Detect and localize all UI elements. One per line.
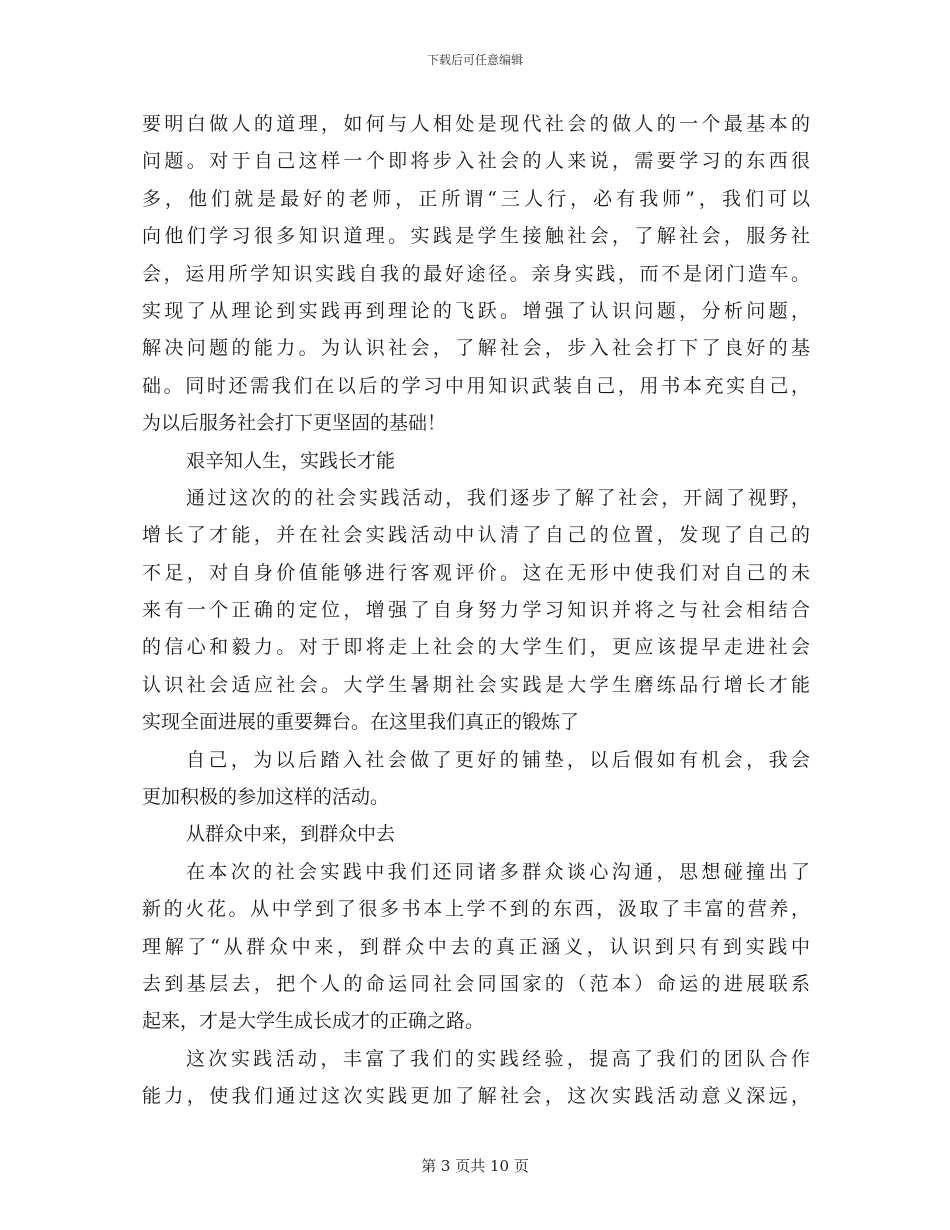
- text-line: 新的火花。从中学到了很多书本上学不到的东西，汲取了丰富的营养，: [142, 898, 810, 921]
- text-line: 为以后服务社会打下更坚固的基础！: [142, 412, 447, 435]
- text-line: 能力，使我们通过这次实践更加了解社会，这次实践活动意义深远，: [142, 1085, 810, 1108]
- text-line: 实现了从理论到实践再到理论的飞跃。增强了认识问题，分析问题，: [142, 299, 810, 322]
- text-line: 更加积极的参加这样的活动。: [142, 786, 390, 809]
- text-line: 增长了才能，并在社会实践活动中认清了自己的位置，发现了自己的: [142, 524, 810, 547]
- text-line: 从群众中来，到群众中去: [186, 823, 396, 846]
- text-line: 要明白做人的道理，如何与人相处是现代社会的做人的一个最基本的: [142, 113, 810, 135]
- text-line: 础。同时还需我们在以后的学习中用知识武装自己，用书本充实自己，: [142, 374, 810, 397]
- text-line: 在本次的社会实践中我们还同诸多群众谈心沟通，思想碰撞出了: [186, 860, 810, 883]
- page-footer: 第 3 页共 10 页: [421, 1157, 529, 1175]
- text-line: 来有一个正确的定位，增强了自身努力学习知识并将之与社会相结合: [142, 599, 810, 622]
- text-line: 会，运用所学知识实践自我的最好途径。亲身实践，而不是闭门造车。: [142, 262, 810, 285]
- text-line: 这次实践活动，丰富了我们的实践经验，提高了我们的团队合作: [186, 1047, 810, 1070]
- text-line: 通过这次的的社会实践活动，我们逐步了解了社会，开阔了视野，: [186, 486, 810, 509]
- text-line: 问题。对于自己这样一个即将步入社会的人来说，需要学习的东西很: [142, 150, 810, 173]
- text-line: 起来，才是大学生成长成才的正确之路。: [142, 1010, 485, 1033]
- text-line: 多，他们就是最好的老师，正所谓“三人行，必有我师”，我们可以: [142, 187, 810, 210]
- text-line: 的信心和毅力。对于即将走上社会的大学生们，更应该提早走进社会: [142, 636, 810, 659]
- text-line: 不足，对自身价值能够进行客观评价。这在无形中使我们对自己的未: [142, 561, 810, 584]
- document-body: [142, 106, 810, 1116]
- page-header: 下载后可任意编辑: [426, 53, 523, 67]
- text-line: 实现全面进展的重要舞台。在这里我们真正的锻炼了: [142, 711, 580, 734]
- text-line: 自己，为以后踏入社会做了更好的铺垫，以后假如有机会，我会: [186, 748, 810, 771]
- text-line: 去到基层去，把个人的命运同社会同国家的（范本）命运的进展联系: [142, 972, 810, 995]
- text-line: 认识社会适应社会。大学生暑期社会实践是大学生磨练品行增长才能: [142, 673, 810, 696]
- text-line: 理解了“从群众中来，到群众中去的真正涵义，认识到只有到实践中: [142, 935, 810, 958]
- text-line: 解决问题的能力。为认识社会，了解社会，步入社会打下了良好的基: [142, 337, 810, 360]
- text-line: 向他们学习很多知识道理。实践是学生接触社会，了解社会，服务社: [142, 225, 810, 248]
- text-line: 艰辛知人生，实践长才能: [186, 449, 396, 472]
